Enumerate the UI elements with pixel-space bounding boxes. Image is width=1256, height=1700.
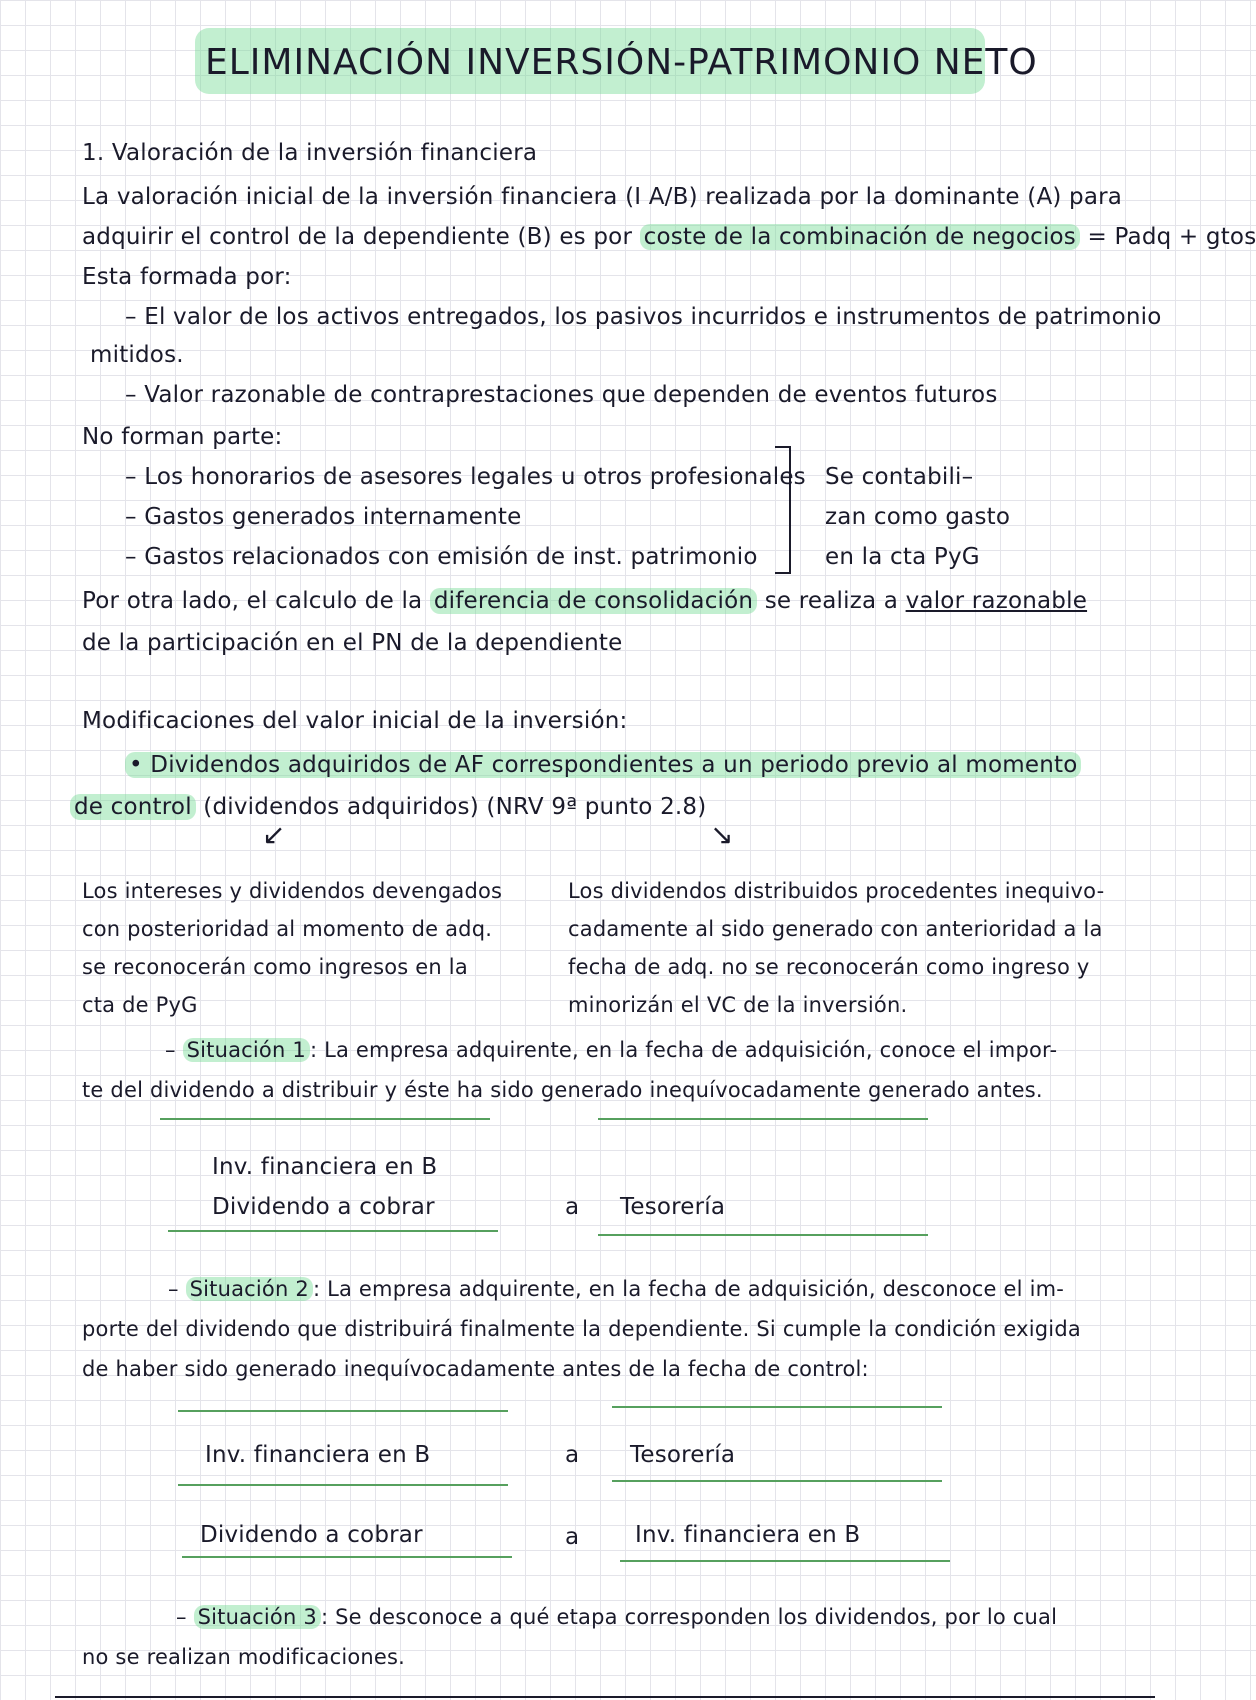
bottom-rule xyxy=(55,1696,1155,1698)
journal-entry-credit: Tesorería xyxy=(630,1442,736,1468)
situation-3-line xyxy=(176,1602,1057,1632)
text-fragment: = Padq + gtos xyxy=(1080,224,1256,250)
text-line: minorizán el VC de la inversión. xyxy=(568,993,908,1017)
side-note: en la cta PyG xyxy=(825,544,980,570)
highlight-coste: coste de la combinación de negocios xyxy=(640,224,1080,250)
arrow-right-icon: ↘ xyxy=(710,818,734,851)
journal-entry-debit: Dividendo a cobrar xyxy=(212,1194,435,1220)
highlight-text: • Dividendos adquiridos de AF correspondientes a un periodo previo al momento xyxy=(125,752,1081,778)
bullet-item: – Gastos generados internamente xyxy=(125,504,522,530)
journal-entry-credit: Inv. financiera en B xyxy=(635,1522,861,1548)
text-line: de la participación en el PN de la dependiente xyxy=(82,630,623,656)
underline-valor: valor razonable xyxy=(905,588,1088,614)
text-fragment: se realiza a xyxy=(757,588,906,614)
situation-2-line xyxy=(168,1274,1064,1304)
text-line: La valoración inicial de la inversión financiera (I A/B) realizada por la dominante (A) para xyxy=(82,184,1123,210)
journal-entry-credit: Tesorería xyxy=(620,1194,726,1220)
text-fragment: – xyxy=(165,1038,183,1062)
arrow-left-icon: ↙ xyxy=(262,818,286,851)
highlight-situacion-3: Situación 3 xyxy=(194,1605,321,1629)
text-line: cta de PyG xyxy=(82,993,198,1017)
bullet-item: – Valor razonable de contraprestaciones que dependen de eventos futuros xyxy=(125,382,998,408)
text-line: Los intereses y dividendos devengados xyxy=(82,879,503,903)
rule xyxy=(168,1230,498,1232)
text-fragment: : La empresa adquirente, en la fecha de adquisición, conoce el impor- xyxy=(309,1038,1058,1062)
rule xyxy=(598,1234,928,1236)
bullet-item: – Gastos relacionados con emisión de inst. patrimonio xyxy=(125,544,758,570)
text-line: se reconocerán como ingresos en la xyxy=(82,955,468,979)
text-line: No forman parte: xyxy=(82,424,283,450)
journal-entry-debit: Inv. financiera en B xyxy=(205,1442,431,1468)
text-line: de haber sido generado inequívocadamente antes de la fecha de control: xyxy=(82,1357,869,1381)
highlight-dividendos xyxy=(125,750,1081,780)
text-line: Esta formada por: xyxy=(82,264,292,290)
bullet-item: – Los honorarios de asesores legales u otros profesionales xyxy=(125,464,806,490)
rule xyxy=(598,1118,928,1120)
rule xyxy=(178,1410,508,1412)
rule xyxy=(160,1118,490,1120)
highlight-situacion-2: Situación 2 xyxy=(186,1277,313,1301)
text-line: cadamente al sido generado con anterioridad a la xyxy=(568,917,1103,941)
page-title: ELIMINACIÓN INVERSIÓN-PATRIMONIO NETO xyxy=(205,42,1038,83)
text-line: Los dividendos distribuidos procedentes inequivo- xyxy=(568,879,1105,903)
text-line: no se realizan modificaciones. xyxy=(82,1645,406,1669)
side-note: zan como gasto xyxy=(825,504,1011,530)
text-line xyxy=(82,222,1256,252)
highlight-diferencia: diferencia de consolidación xyxy=(430,588,757,614)
highlight-control: de control xyxy=(70,794,196,820)
side-note: Se contabili– xyxy=(825,464,974,490)
journal-entry-a: a xyxy=(565,1194,580,1220)
text-fragment: : Se desconoce a qué etapa corresponden los dividendos, por lo cual xyxy=(320,1605,1058,1629)
text-fragment: – xyxy=(176,1605,194,1629)
text-line: mitidos. xyxy=(90,342,184,368)
text-line xyxy=(70,792,706,822)
rule xyxy=(182,1556,512,1558)
text-line: te del dividendo a distribuir y éste ha sido generado inequívocadamente generado antes. xyxy=(82,1078,1043,1102)
journal-entry-a: a xyxy=(565,1524,580,1550)
highlight-situacion-1: Situación 1 xyxy=(183,1038,310,1062)
text-fragment: – xyxy=(168,1277,186,1301)
text-line xyxy=(82,586,1087,616)
rule xyxy=(612,1406,942,1408)
section-heading-valoracion: 1. Valoración de la inversión financiera xyxy=(82,140,538,166)
bullet-item: – El valor de los activos entregados, los pasivos incurridos e instrumentos de patrimonio xyxy=(125,304,1162,330)
rule xyxy=(620,1560,950,1562)
title-banner xyxy=(195,28,1038,94)
text-line: porte del dividendo que distribuirá finalmente la dependiente. Si cumple la condición exigida xyxy=(82,1317,1081,1341)
rule xyxy=(612,1480,942,1482)
section-heading-modificaciones: Modificaciones del valor inicial de la inversión: xyxy=(82,708,628,734)
text-fragment: adquirir el control de la dependiente (B) es por xyxy=(82,224,640,250)
journal-entry-debit: Dividendo a cobrar xyxy=(200,1522,423,1548)
journal-entry-a: a xyxy=(565,1442,580,1468)
text-fragment: (dividendos adquiridos) (NRV 9ª punto 2.8) xyxy=(195,794,707,820)
text-fragment: : La empresa adquirente, en la fecha de adquisición, desconoce el im- xyxy=(312,1277,1065,1301)
text-fragment: Por otra lado, el calculo de la xyxy=(82,588,430,614)
rule xyxy=(178,1484,508,1486)
bracket xyxy=(775,446,791,574)
situation-1-line xyxy=(165,1035,1057,1065)
text-line: fecha de adq. no se reconocerán como ingreso y xyxy=(568,955,1090,979)
journal-entry-debit: Inv. financiera en B xyxy=(212,1154,438,1180)
text-line: con posterioridad al momento de adq. xyxy=(82,917,493,941)
